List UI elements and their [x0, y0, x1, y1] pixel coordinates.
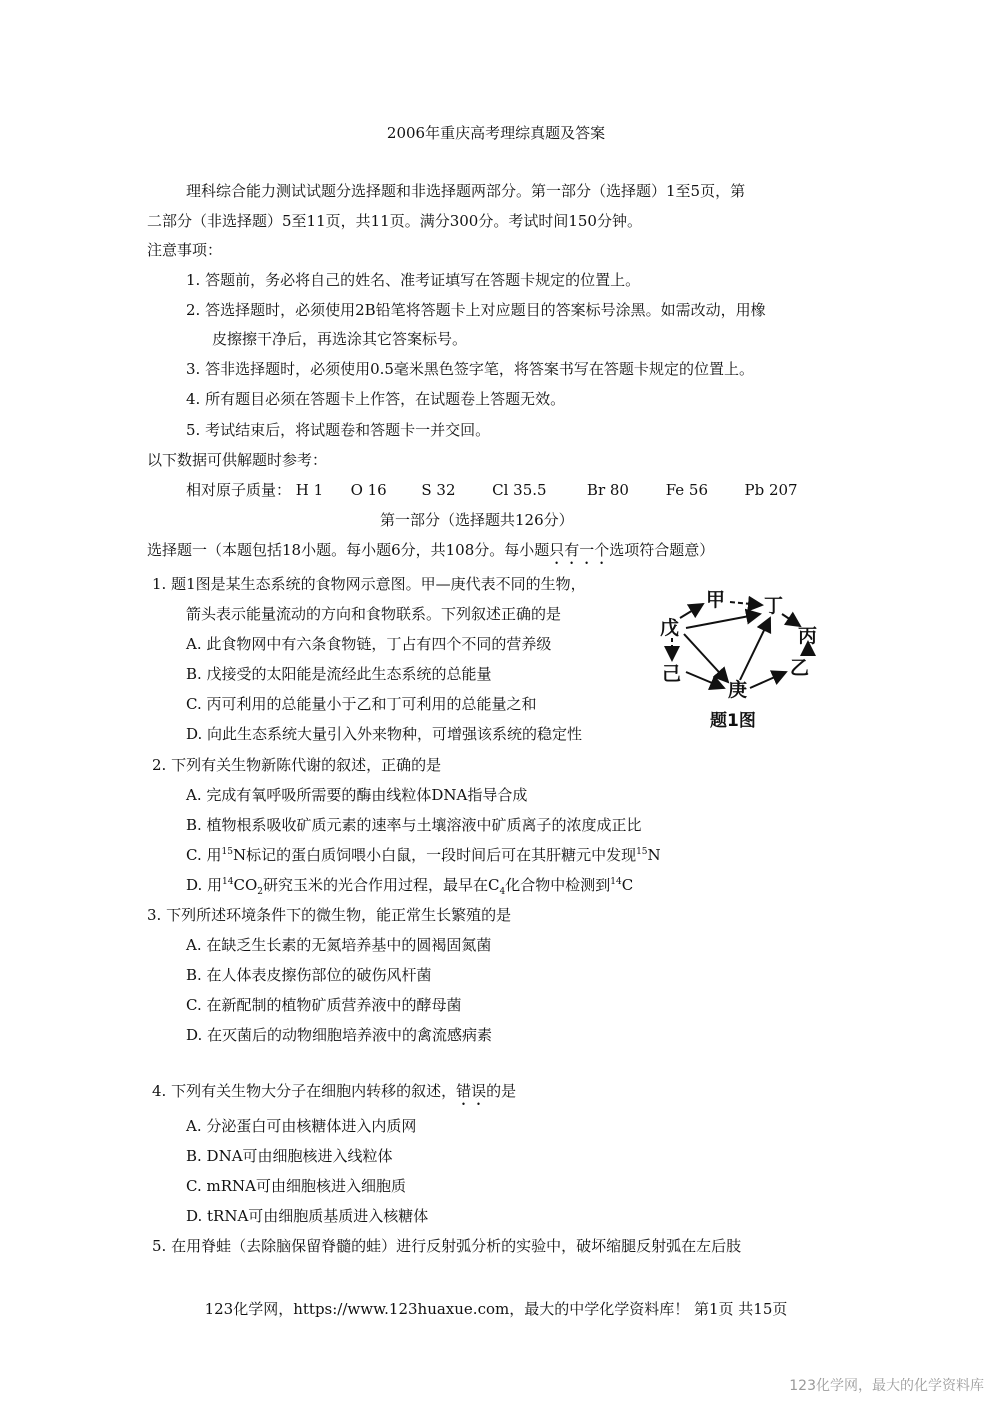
q4-option-d: D. tRNA可由细胞质基质进入核糖体 — [186, 1207, 429, 1225]
q2-option-d — [186, 876, 633, 895]
q2d-text-2: CO — [233, 876, 258, 894]
q3-option-c: C. 在新配制的植物矿质营养液中的酵母菌 — [186, 996, 462, 1014]
q4-option-b: B. DNA可由细胞核进入线粒体 — [186, 1147, 393, 1165]
notice-item-5: 5. 考试结束后，将试题卷和答题卡一并交回。 — [186, 421, 491, 439]
q1-option-b: B. 戊接受的太阳能是流经此生态系统的总能量 — [186, 665, 492, 683]
mass-h: H 1 — [295, 481, 324, 499]
section-intro-before: 选择题一（本题包括18小题。每小题6分，共108分。每小题 — [147, 541, 550, 559]
node-ding: 丁 — [764, 595, 784, 617]
section-intro-emphasis: 只有一个 — [549, 541, 610, 559]
q2-option-a: A. 完成有氧呼吸所需要的酶由线粒体DNA指导合成 — [186, 786, 528, 804]
q3-stem: 3. 下列所述环境条件下的微生物，能正常生长繁殖的是 — [147, 906, 512, 924]
q2d-text-5: C — [621, 876, 634, 894]
q2d-sup-1: 14 — [222, 877, 234, 887]
arrow-geng-yi — [750, 672, 786, 688]
atomic-mass-label: 相对原子质量： — [186, 481, 292, 499]
food-web-arrows — [672, 602, 808, 688]
arrow-jia-ding — [730, 602, 762, 605]
notice-item-4: 4. 所有题目必须在答题卡上作答，在试题卷上答题无效。 — [186, 390, 566, 408]
q3-option-d: D. 在灭菌后的动物细胞培养液中的禽流感病素 — [186, 1026, 493, 1044]
mass-s: S 32 — [421, 481, 456, 499]
node-bing: 丙 — [798, 625, 818, 647]
q1-stem-line-1: 1. 题1图是某生态系统的食物网示意图。甲—庚代表不同的生物， — [152, 575, 586, 593]
q2c-text-3: N — [647, 846, 661, 864]
q2d-sup-2: 14 — [610, 877, 622, 887]
q3-option-a: A. 在缺乏生长素的无氮培养基中的圆褐固氮菌 — [186, 936, 492, 954]
mass-fe: Fe 56 — [665, 481, 709, 499]
page-title: 2006年重庆高考理综真题及答案 — [386, 124, 606, 142]
q2c-sup-2: 15 — [636, 847, 648, 857]
q4-option-a: A. 分泌蛋白可由核糖体进入内质网 — [186, 1117, 417, 1135]
q4-option-c: C. mRNA可由细胞核进入细胞质 — [186, 1177, 406, 1195]
intro-line-1: 理科综合能力测试试题分选择题和非选择题两部分。第一部分（选择题）1至5页，第 — [186, 182, 746, 200]
figure-caption: 题1图 — [710, 711, 756, 731]
q4-stem-after: 的是 — [486, 1082, 517, 1100]
arrow-wu-ding — [686, 614, 760, 628]
q2d-text-1: D. 用 — [186, 876, 223, 894]
notice-heading: 注意事项： — [147, 241, 223, 259]
q4-stem — [152, 1082, 516, 1109]
section-intro — [147, 541, 714, 568]
node-jia: 甲 — [706, 589, 726, 611]
food-web-figure — [650, 588, 850, 738]
q1-option-d: D. 向此生态系统大量引入外来物种，可增强该系统的稳定性 — [186, 725, 583, 743]
q2d-text-3: 研究玉米的光合作用过程，最早在C — [263, 876, 500, 894]
atomic-mass-row — [186, 481, 798, 500]
q2c-sup-1: 15 — [221, 847, 233, 857]
q5-stem: 5. 在用脊蛙（去除脑保留脊髓的蛙）进行反射弧分析的实验中，破坏缩腿反射弧在左后肢 — [152, 1237, 742, 1255]
part1-heading: 第一部分（选择题共126分） — [380, 511, 574, 529]
data-heading: 以下数据可供解题时参考： — [147, 451, 328, 469]
node-geng: 庚 — [728, 679, 748, 701]
node-ji: 己 — [662, 663, 682, 685]
watermark: 123化学网，最大的化学资料库 — [789, 1378, 984, 1394]
mass-br: Br 80 — [586, 481, 629, 499]
q2-option-c — [186, 846, 661, 865]
node-wu: 戊 — [660, 617, 680, 639]
notice-item-1: 1. 答题前，务必将自己的姓名、准考证填写在答题卡规定的位置上。 — [186, 271, 641, 289]
q1-option-c: C. 丙可利用的总能量小于乙和丁可利用的总能量之和 — [186, 695, 537, 713]
notice-item-3: 3. 答非选择题时，必须使用0.5毫米黑色签字笔，将答案书写在答题卡规定的位置上。 — [186, 360, 754, 378]
mass-cl: Cl 35.5 — [492, 481, 547, 499]
q2c-text-2: N标记的蛋白质饲喂小白鼠，一段时间后可在其肝糖元中发现 — [232, 846, 637, 864]
q3-option-b: B. 在人体表皮擦伤部位的破伤风杆菌 — [186, 966, 432, 984]
q2d-text-4: 化合物中检测到 — [505, 876, 611, 894]
intro-line-2: 二部分（非选择题）5至11页，共11页。满分300分。考试时间150分钟。 — [147, 212, 642, 230]
arrow-geng-ding — [740, 618, 770, 680]
notice-item-2: 2. 答选择题时，必须使用2B铅笔将答题卡上对应题目的答案标号涂黑。如需改动，用橡 — [186, 301, 766, 319]
q2-stem: 2. 下列有关生物新陈代谢的叙述，正确的是 — [152, 756, 442, 774]
node-yi: 乙 — [790, 657, 810, 679]
notice-item-2-cont: 皮擦擦干净后，再选涂其它答案标号。 — [212, 330, 468, 348]
arrow-ji-geng — [686, 672, 724, 688]
mass-pb: Pb 207 — [744, 481, 798, 499]
arrow-wu-jia — [680, 604, 703, 618]
q1-stem-line-2: 箭头表示能量流动的方向和食物联系。下列叙述正确的是 — [186, 605, 562, 623]
q2d-sub-2: 4 — [499, 887, 506, 897]
section-intro-after: 选项符合题意） — [609, 541, 715, 559]
q2-option-b: B. 植物根系吸收矿质元素的速率与土壤溶液中矿质离子的浓度成正比 — [186, 816, 642, 834]
q2c-text-1: C. 用 — [186, 846, 222, 864]
q1-option-a: A. 此食物网中有六条食物链，丁占有四个不同的营养级 — [186, 635, 552, 653]
q4-stem-before: 4. 下列有关生物大分子在细胞内转移的叙述， — [152, 1082, 457, 1100]
mass-o: O 16 — [350, 481, 387, 499]
q4-stem-emphasis: 错误 — [456, 1082, 487, 1100]
page-footer: 123化学网，https://www.123huaxue.com，最大的中学化学资料库！ 第1页 共15页 — [204, 1300, 788, 1318]
q2d-sub-1: 2 — [257, 887, 263, 897]
